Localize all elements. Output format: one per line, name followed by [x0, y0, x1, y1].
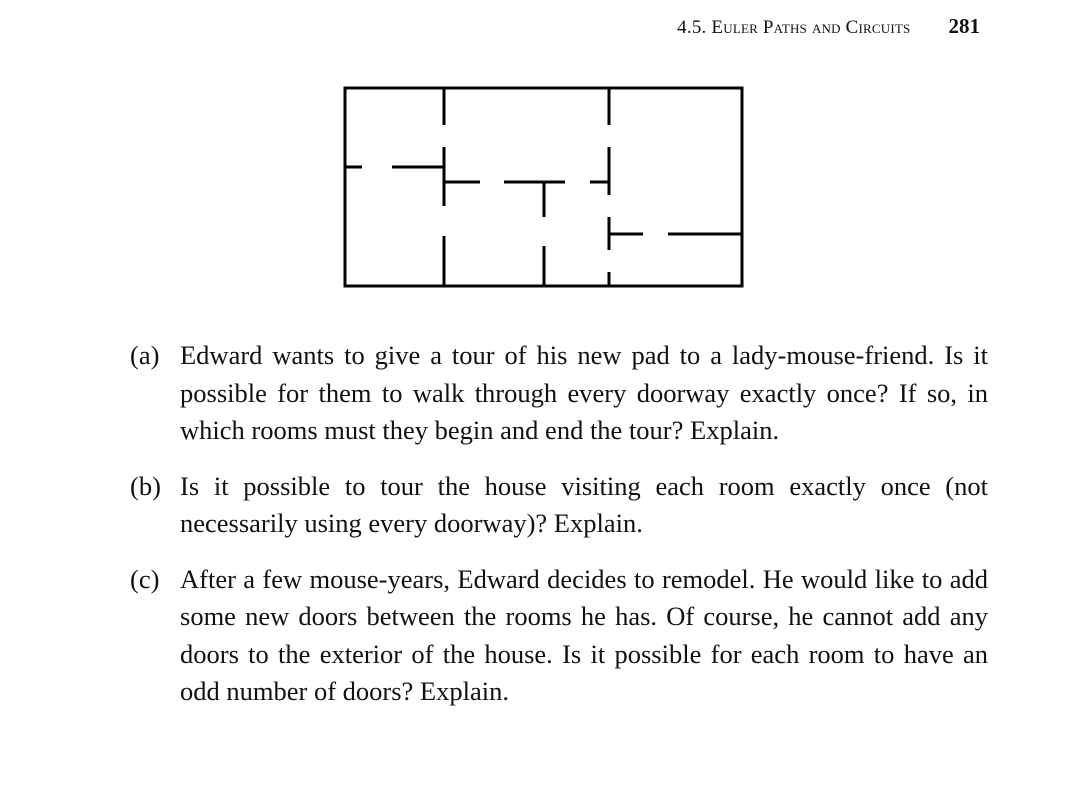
exercise-text: Edward wants to give a tour of his new pad to a lady-mouse-friend. Is it possible for them to walk through every doorway exactly once? If so, in which rooms must they begin and end the tour? Explain. [180, 340, 988, 445]
exercise-text: After a few mouse-years, Edward decides to remodel. He would like to add some new doors between the rooms he has. Of course, he cannot add any doors to the exterior of the house. Is it possible for each room to have an odd number of doors? Explain. [180, 563, 988, 706]
page-number: 281 [948, 14, 980, 38]
floor-plan-figure [340, 84, 750, 294]
exercise-text: Is it possible to tour the house visiting each room exactly once (not necessarily using every doorway)? Explain. [180, 470, 988, 538]
exercise-label: (b) [130, 470, 161, 501]
exercise-item-c [130, 561, 988, 711]
exercise-item-b [130, 468, 988, 543]
exercise-label: (a) [130, 340, 160, 370]
running-header [677, 14, 980, 39]
exercise-item-a [130, 337, 988, 450]
exercise-label: (c) [130, 563, 160, 594]
section-title: 4.5. Euler Paths and Circuits [677, 17, 911, 38]
exercise-list [130, 337, 988, 729]
